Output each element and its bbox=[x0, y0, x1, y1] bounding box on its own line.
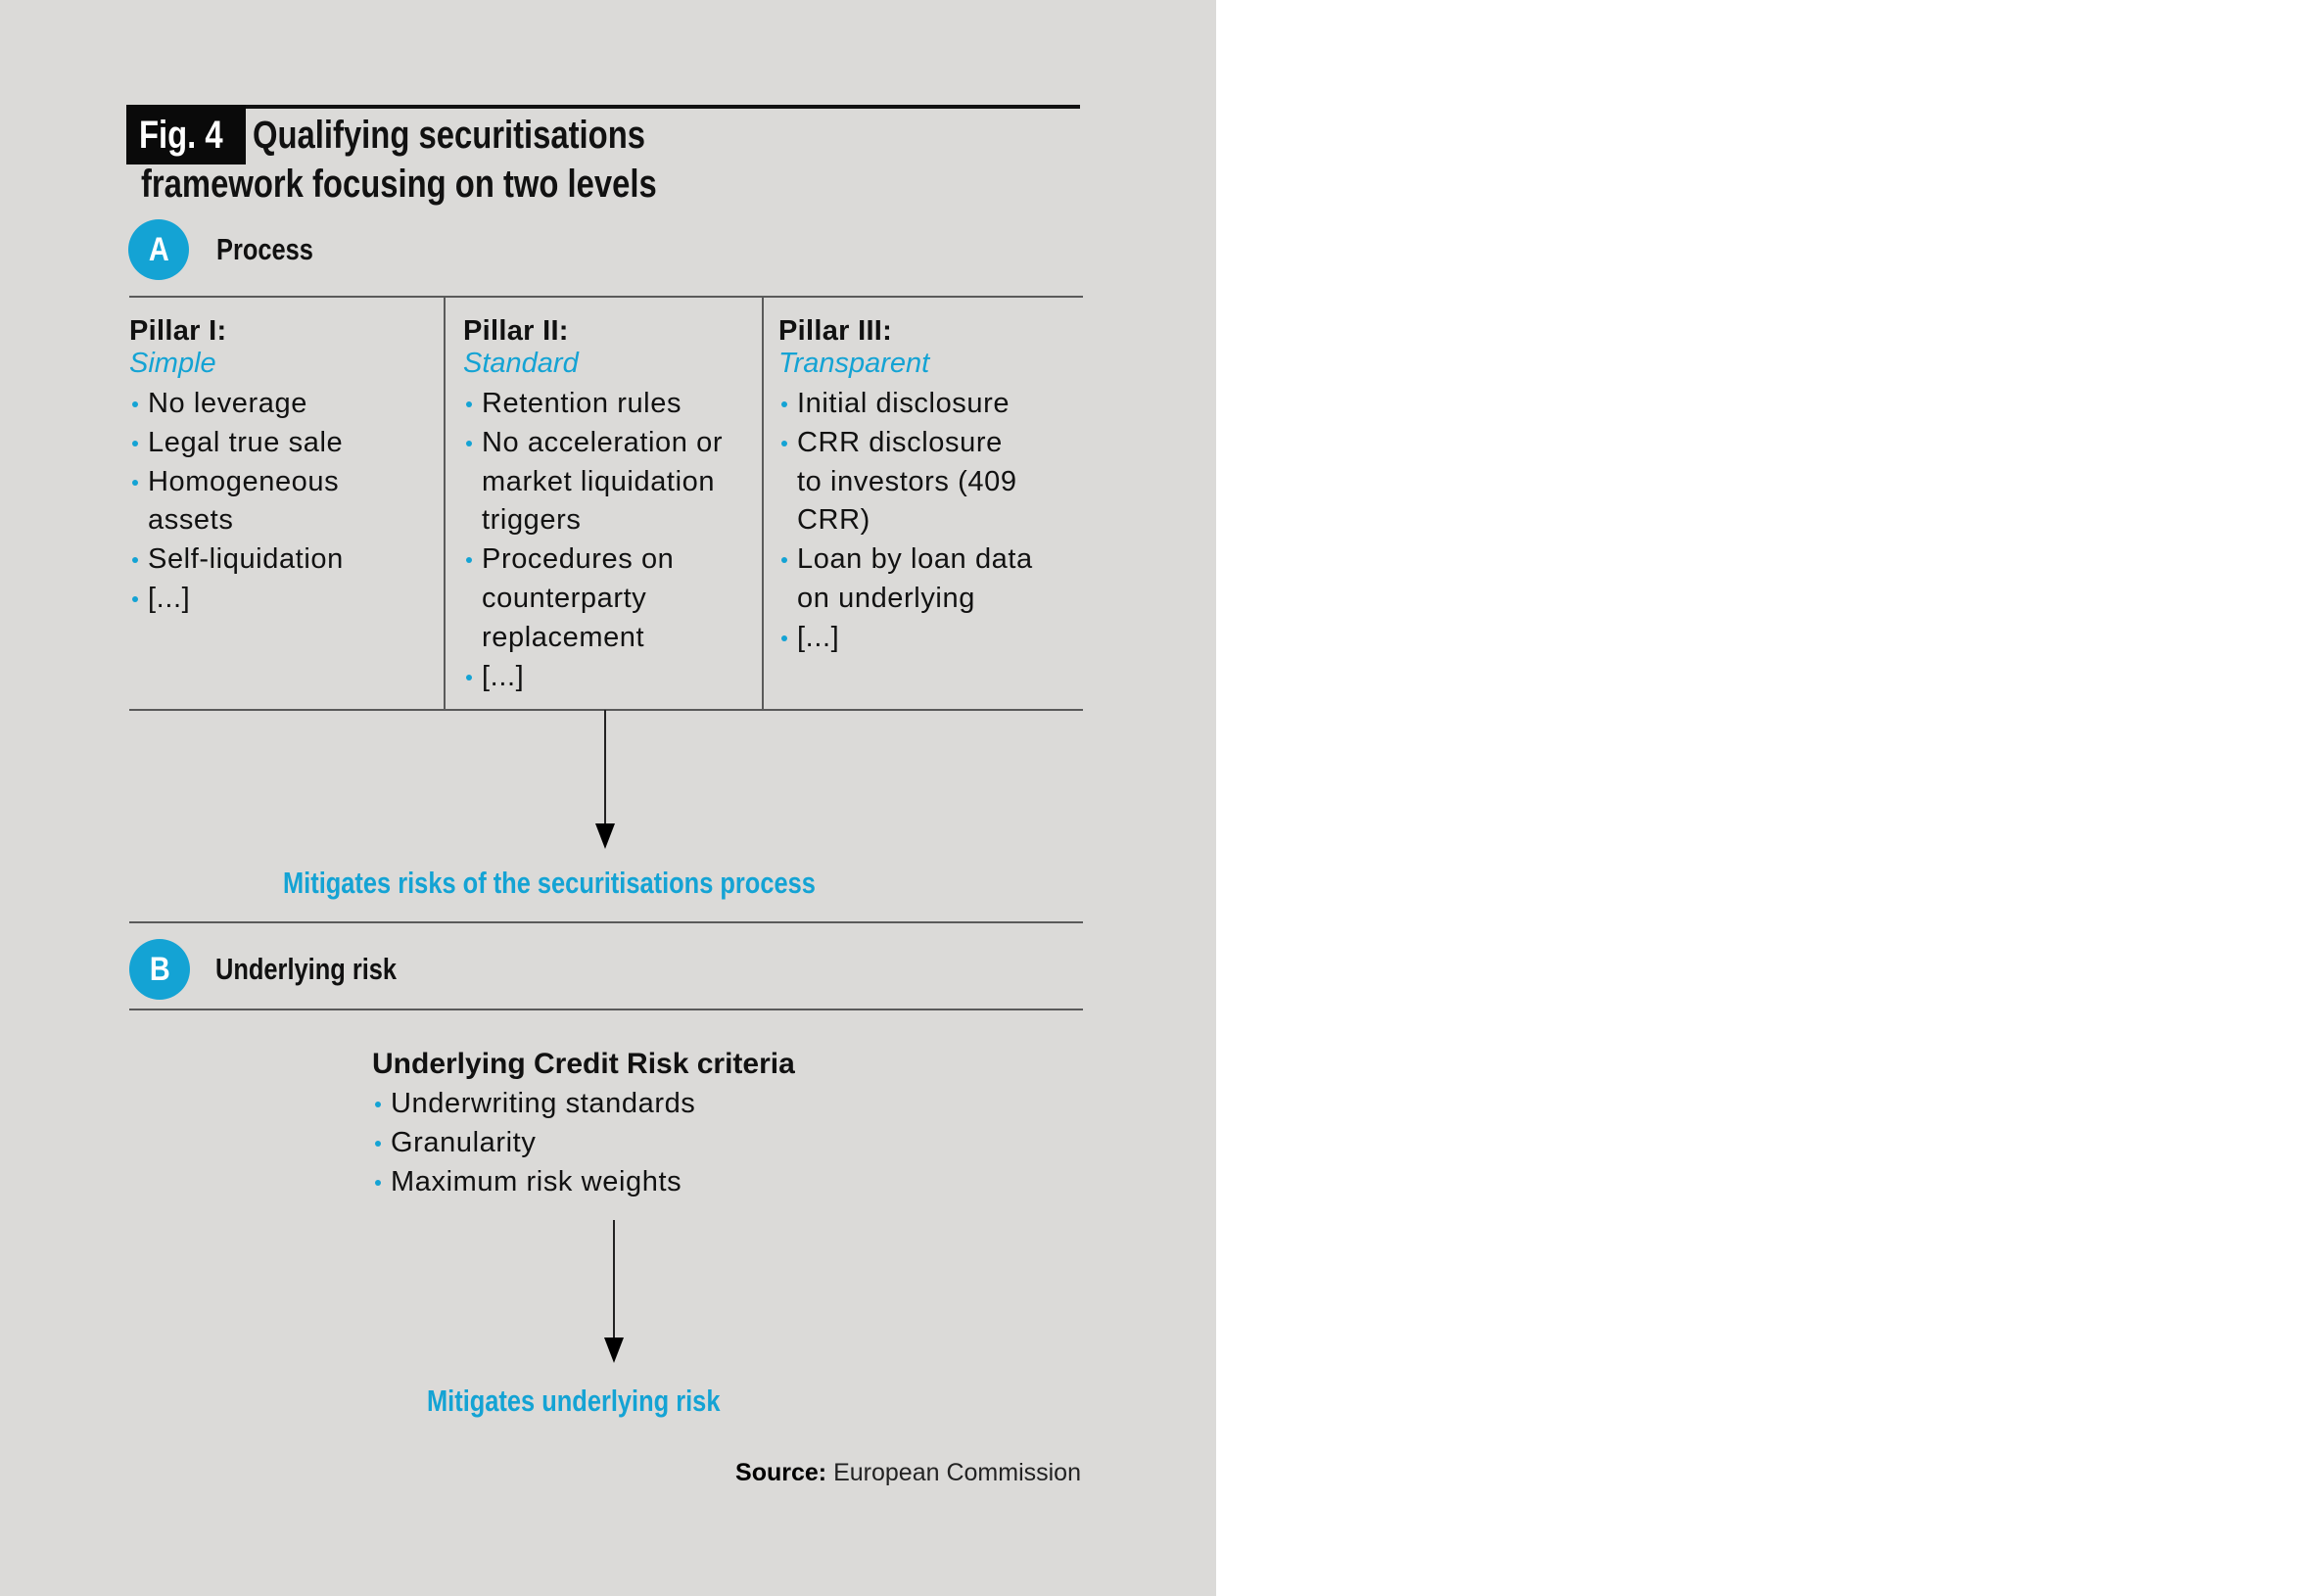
pillar-3 bbox=[778, 315, 1033, 658]
pillar-items bbox=[778, 385, 1033, 658]
criteria-items bbox=[372, 1085, 795, 1201]
list-item: Granularity bbox=[372, 1124, 795, 1163]
bullet-icon bbox=[132, 557, 138, 563]
arrow-down-line bbox=[604, 710, 606, 827]
list-item: Loan by loan data on underlying bbox=[778, 540, 1033, 619]
section-b-bottom-rule bbox=[129, 1009, 1083, 1010]
bullet-icon bbox=[132, 441, 138, 446]
title-rule bbox=[127, 105, 1080, 109]
bullet-icon bbox=[781, 441, 787, 446]
section-a-label: Process bbox=[216, 232, 313, 266]
pillar-title: Pillar I: bbox=[129, 315, 227, 347]
list-item: Homogeneous assets bbox=[129, 463, 344, 541]
arrow-down-icon bbox=[595, 823, 615, 849]
bullet-icon bbox=[781, 557, 787, 563]
list-item: Self-liquidation bbox=[129, 540, 344, 580]
list-item: CRR disclosure to investors (409 CRR) bbox=[778, 424, 1033, 540]
bullet-icon bbox=[466, 441, 472, 446]
pillars-bottom-rule bbox=[129, 709, 1083, 711]
bullet-icon bbox=[781, 635, 787, 641]
source-label: Source: bbox=[735, 1459, 827, 1486]
pillar-subtitle: Transparent bbox=[778, 348, 930, 379]
bullet-icon bbox=[466, 557, 472, 563]
list-item: [...] bbox=[778, 619, 1033, 658]
bullet-icon bbox=[375, 1141, 381, 1147]
pillar-subtitle: Standard bbox=[463, 348, 579, 379]
bullet-icon bbox=[132, 480, 138, 486]
section-b-label: Underlying risk bbox=[215, 952, 398, 986]
figure-title-line2: framework focusing on two levels bbox=[141, 163, 657, 206]
list-item: Retention rules bbox=[463, 385, 723, 424]
pillar-items bbox=[129, 385, 344, 619]
arrow-down-icon bbox=[604, 1338, 624, 1363]
section-a-outcome: Mitigates risks of the securitisations process bbox=[283, 866, 816, 900]
bullet-icon bbox=[466, 401, 472, 407]
list-item: [...] bbox=[463, 658, 723, 697]
criteria-title: Underlying Credit Risk criteria bbox=[372, 1048, 795, 1080]
bullet-icon bbox=[375, 1102, 381, 1107]
section-a-badge: A bbox=[128, 219, 189, 280]
list-item: Legal true sale bbox=[129, 424, 344, 463]
pillar-title: Pillar III: bbox=[778, 315, 893, 347]
bullet-icon bbox=[781, 401, 787, 407]
pillar-title: Pillar II: bbox=[463, 315, 569, 347]
bullet-icon bbox=[132, 401, 138, 407]
pillar-items bbox=[463, 385, 723, 696]
section-b-badge: B bbox=[129, 939, 190, 1000]
section-b-outcome: Mitigates underlying risk bbox=[427, 1384, 721, 1418]
pillar-2 bbox=[463, 315, 723, 696]
bullet-icon bbox=[466, 675, 472, 681]
figure-label: Fig. 4 bbox=[139, 114, 223, 157]
bullet-icon bbox=[132, 596, 138, 602]
list-item: [...] bbox=[129, 580, 344, 619]
section-b-top-rule bbox=[129, 921, 1083, 923]
figure-title-line1: Qualifying securitisations bbox=[253, 114, 645, 157]
source-note bbox=[735, 1458, 1081, 1487]
list-item: Maximum risk weights bbox=[372, 1163, 795, 1202]
bullet-icon bbox=[375, 1180, 381, 1186]
pillar-1 bbox=[129, 315, 344, 619]
list-item: No acceleration or market liquidation triggers bbox=[463, 424, 723, 540]
list-item: Initial disclosure bbox=[778, 385, 1033, 424]
arrow-down-line bbox=[613, 1220, 615, 1342]
list-item: No leverage bbox=[129, 385, 344, 424]
section-a-top-rule bbox=[129, 296, 1083, 298]
criteria-block bbox=[372, 1047, 795, 1201]
source-text: European Commission bbox=[833, 1459, 1081, 1486]
pillar-subtitle: Simple bbox=[129, 348, 216, 379]
list-item: Underwriting standards bbox=[372, 1085, 795, 1124]
list-item: Procedures on counterparty replacement bbox=[463, 540, 723, 657]
pillar-divider-2 bbox=[762, 297, 764, 710]
pillar-divider-1 bbox=[444, 297, 446, 710]
